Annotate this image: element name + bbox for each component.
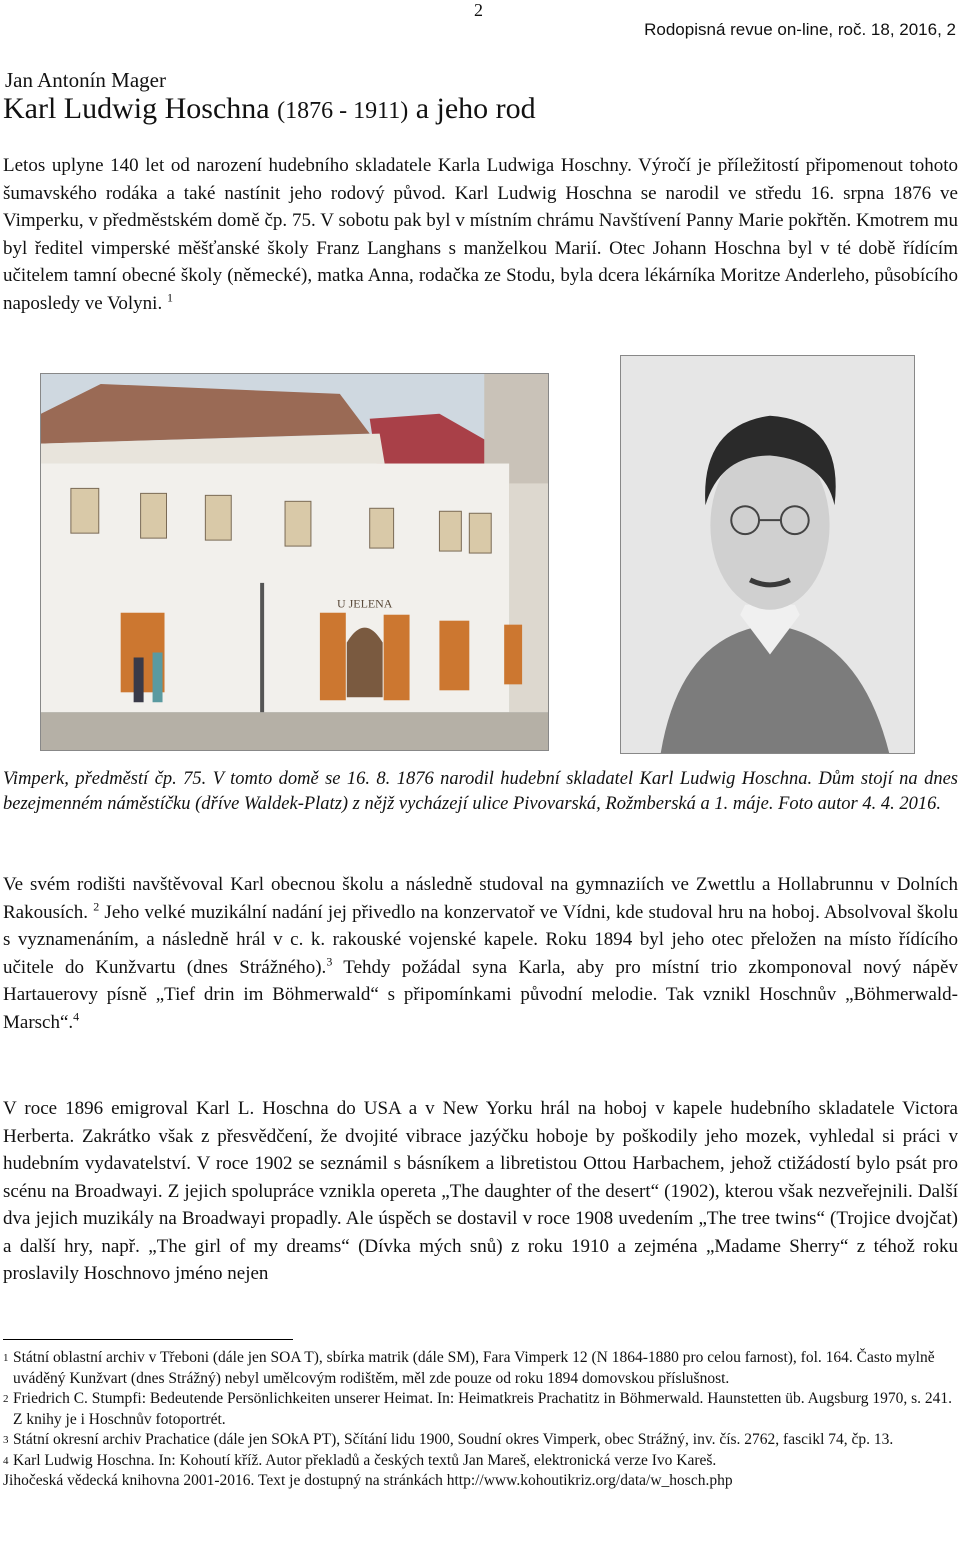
- paragraph-childhood-c: Tehdy požádal syna Karla, aby pro místní trio zkomponoval nový nápěv Hartauerovy písně „Tief drin im Böhmerwald“ s připomínkami původní melodie. Tak vznikl Hoschnův „Böhmerwald-Marsch“.: [3, 956, 958, 1033]
- article-title: [3, 92, 536, 126]
- house-illustration: [41, 374, 548, 750]
- footnote-number: 2: [3, 1393, 9, 1405]
- paragraph-childhood: [3, 871, 958, 1036]
- footnote-3: [3, 1430, 958, 1451]
- footnotes: [3, 1348, 958, 1491]
- paragraph-intro: [3, 152, 958, 317]
- footnote-2: [3, 1389, 958, 1430]
- title-rest: a jeho rod: [415, 92, 536, 125]
- footnote-text: Státní oblastní archiv v Třeboni (dále jen SOA T), sbírka matrik (dále SM), Fara Vimperk 12 (N 1864-1880 pro celou farnost), fol. 164. Často mylně uváděný Kunžvart (dnes Strážný) nebyl umělcovým rodištěm, měl zde pouze od roku 1894 domovskou příslušnost.: [13, 1349, 935, 1387]
- paragraph-childhood-a: Ve svém rodišti navštěvoval Karl obecnou školu a následně studoval na gymnaziích ve Zwettlu a Hollabrunnu v Dolních Rakousích.: [3, 874, 958, 923]
- footnote-4: [3, 1451, 958, 1472]
- source-footer: Jihočeská vědecká knihovna 2001-2016. Text je dostupný na stránkách http://www.kohoutikriz.org/data/w_hosch.php: [3, 1472, 733, 1489]
- paragraph-childhood-b: Jeho velké muzikální nadání jej přivedlo na konzervatoř ve Vídni, kde studoval hru na hoboj. Absolvoval školu s vyznamenáním, a následně hrál v c. k. rakouské vojenské kapele. Roku 1894 byl jeho otec přeložen na místo řídícího učitele do Kunžvartu (dnes Strážného).: [3, 901, 959, 978]
- footnote-ref-1[interactable]: 1: [166, 290, 173, 305]
- footnote-text: Friedrich C. Stumpfi: Bedeutende Persönlichkeiten unserer Heimat. In: Heimatkreis Prachatitz in Böhmerwald. Haunstetten üb. Augsburg 1970, s. 241. Z knihy je i Hoschnův fotoportrét.: [13, 1390, 952, 1428]
- paragraph-intro-text: Letos uplyne 140 let od narození hudebního skladatele Karla Ludwiga Hoschny. Výročí je příležitostí připomenout tohoto šumavského rodáka a také nastínit jeho rodový původ. Karl Ludwig Hoschna se narodil ve středu 16. srpna 1876 ve Vimperku, v předměstském domě čp. 75. V sobotu pak byl v místním chrámu Navštívení Panny Marie pokřtěn. Kmotrem mu byl ředitel vimperské měšťanské školy Franz Langhans s manželkou Marií. Otec Johann Hoschna byl v té době řídícím učitelem tamní obecné školy (německé), matka Anna, rodačka ze Stodu, byla dcera lékárníka Moritze Anderleho, působícího naposledy ve Volyni.: [3, 155, 958, 314]
- footnote-text: Státní okresní archiv Prachatice (dále jen SOkA PT), Sčítání lidu 1900, Soudní okres Vimperk, obec Strážný, inv. čís. 2762, fascikl 74, čp. 13.: [13, 1431, 894, 1448]
- portrait-illustration: [621, 356, 914, 753]
- footnote-ref-2[interactable]: 2: [93, 899, 100, 914]
- house-sign: U JELENA: [337, 596, 393, 611]
- footnote-number: 3: [3, 1434, 9, 1446]
- article-author: Jan Antonín Mager: [5, 68, 166, 92]
- title-main: Karl Ludwig Hoschna: [3, 92, 270, 125]
- footnote-text: Karl Ludwig Hoschna. In: Kohoutí kříž. Autor překladů a českých textů Jan Mareš, elektronická verze Ivo Kareš.: [13, 1451, 717, 1469]
- paragraph-emigration: V roce 1896 emigroval Karl L. Hoschna do USA a v New Yorku hrál na hoboj v kapele hudebního skladatele Victora Herberta. Zakrátko však z přesvědčení, že dvojité vibrace jazýčku hoboje by poškodily jeho mozek, vyhledal si práci v hudebním vydavatelství. V roce 1902 se seznámil s básníkem a libretistou Ottou Harbachem, jehož ctižádostí bylo psát pro scénu na Broadwayi. Z jejich spolupráce vznikla opereta „The daughter of the desert“ (1902), kterou však nezveřejnili. Další dva jejich muzikály na Broadwayi propadly. Ale úspěch se dostavil v roce 1908 uvedením „The tree twins“ (Trojice dvojčat) a další hry, např. „The girl of my dreams“ (Dívka mých snů) z roku 1910 a zejména „Madame Sherry“ z téhož roku proslavily Hoschnovo jméno nejen: [3, 1098, 958, 1284]
- footnote-ref-4[interactable]: 4: [73, 1009, 80, 1024]
- footnote-1: [3, 1348, 958, 1389]
- footnote-number: 4: [3, 1454, 9, 1467]
- journal-header: Rodopisná revue on-line, roč. 18, 2016, 2: [644, 20, 956, 39]
- portrait-photo: [620, 355, 915, 754]
- footnote-ref-3[interactable]: 3: [326, 954, 333, 969]
- footnote-number: 1: [3, 1352, 9, 1364]
- footnote-divider: [3, 1339, 293, 1340]
- house-photo: [40, 373, 549, 751]
- page-number: 2: [474, 0, 483, 20]
- photo-caption: Vimperk, předměstí čp. 75. V tomto domě se 16. 8. 1876 narodil hudební skladatel Karl Ludwig Hoschna. Dům stojí na dnes bezejmenném náměstíčku (dříve Waldek-Platz) z nějž vycházejí ulice Pivovarská, Rožmberská a 1. máje. Foto autor 4. 4. 2016.: [3, 769, 958, 814]
- title-years: (1876 - 1911): [277, 98, 409, 124]
